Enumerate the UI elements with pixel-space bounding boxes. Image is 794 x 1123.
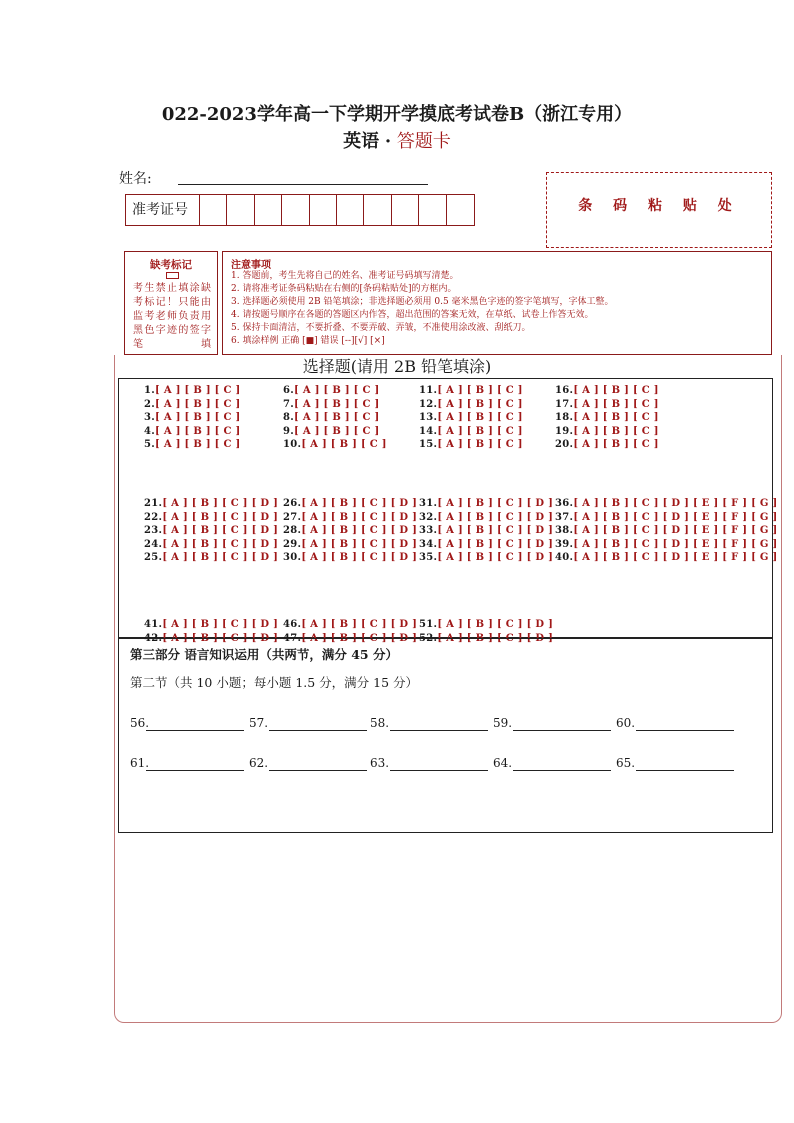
question-row[interactable] xyxy=(283,525,417,536)
question-number: 6. xyxy=(283,385,295,396)
note-item: 2. 请将准考证条码粘贴在右侧的[条码粘贴处]的方框内。 xyxy=(231,284,457,294)
blank-line[interactable] xyxy=(636,770,734,771)
question-row[interactable] xyxy=(144,385,241,396)
question-row[interactable] xyxy=(283,412,380,423)
card-type: 答题卡 xyxy=(396,131,451,152)
answer-options[interactable]: [ A ] [ B ] [ C ] [ D ] xyxy=(301,511,418,523)
answer-options[interactable]: [ A ] [ B ] [ C ] [ D ] xyxy=(301,619,418,630)
answer-options[interactable]: [ A ] [ B ] [ C ] xyxy=(437,439,523,451)
blank-answer[interactable] xyxy=(130,716,149,730)
answer-options[interactable]: [ A ] [ B ] [ C ] [ D ] xyxy=(437,538,554,550)
question-number: 17. xyxy=(555,398,574,410)
separator: · xyxy=(384,131,392,152)
answer-options[interactable]: [ A ] [ B ] [ C ] xyxy=(155,439,241,451)
question-number: 27. xyxy=(283,511,302,523)
answer-options[interactable]: [ A ] [ B ] [ C ] xyxy=(573,439,659,451)
question-row[interactable] xyxy=(283,439,387,450)
blank-line[interactable] xyxy=(269,770,367,771)
question-number: 2. xyxy=(144,398,156,410)
question-number: 3. xyxy=(144,412,156,424)
question-number: 24. xyxy=(144,538,163,550)
blank-number: 63. xyxy=(370,756,390,770)
question-number: 40. xyxy=(555,552,574,564)
question-row[interactable] xyxy=(144,412,241,423)
blank-number: 60. xyxy=(616,716,636,730)
question-row[interactable] xyxy=(419,619,553,630)
blank-line[interactable] xyxy=(513,730,611,731)
question-row[interactable] xyxy=(419,399,523,410)
question-row[interactable] xyxy=(419,412,523,423)
answer-options[interactable]: [ A ] [ B ] [ C ] [ D ] [ E ] [ F ] [ G ] xyxy=(573,511,778,523)
question-number: 31. xyxy=(419,498,438,509)
answer-options[interactable]: [ A ] [ B ] [ C ] [ D ] xyxy=(162,525,279,537)
question-number: 46. xyxy=(283,619,302,630)
question-number: 18. xyxy=(555,412,574,424)
answer-options[interactable]: [ A ] [ B ] [ C ] [ D ] xyxy=(162,498,279,509)
answer-options[interactable]: [ A ] [ B ] [ C ] xyxy=(437,385,523,396)
note-item: 6. 填涂样例 正确 [■] 错误 [--][√] [×] xyxy=(231,336,385,346)
question-number: 37. xyxy=(555,511,574,523)
question-number: 32. xyxy=(419,511,438,523)
answer-options[interactable]: [ A ] [ B ] [ C ] xyxy=(573,398,659,410)
missing-mark-box xyxy=(124,251,218,355)
subtitle xyxy=(0,127,794,153)
answer-options[interactable]: [ A ] [ B ] [ C ] [ D ] xyxy=(301,552,418,564)
question-row[interactable] xyxy=(555,539,778,550)
answer-options[interactable]: [ A ] [ B ] [ C ] [ D ] xyxy=(437,511,554,523)
question-number: 26. xyxy=(283,498,302,509)
name-field[interactable] xyxy=(178,184,428,185)
question-row[interactable] xyxy=(283,512,417,523)
exam-id-cell[interactable] xyxy=(337,195,364,225)
question-row[interactable] xyxy=(283,399,380,410)
question-row[interactable] xyxy=(419,385,523,396)
blank-number: 58. xyxy=(370,716,390,730)
answer-options[interactable]: [ A ] [ B ] [ C ] xyxy=(294,385,380,396)
question-number: 25. xyxy=(144,552,163,564)
blank-answer[interactable] xyxy=(130,756,149,770)
question-number: 23. xyxy=(144,525,163,537)
question-row[interactable] xyxy=(283,539,417,550)
notes-title: 注意事项 xyxy=(231,260,271,271)
question-number: 52. xyxy=(419,632,438,644)
exam-id-row xyxy=(125,194,475,226)
answer-options[interactable]: [ A ] [ B ] [ C ] [ D ] xyxy=(301,538,418,550)
blank-answer[interactable] xyxy=(370,756,389,770)
question-number: 15. xyxy=(419,439,438,451)
answer-options[interactable]: [ A ] [ B ] [ C ] xyxy=(155,425,241,437)
question-row[interactable] xyxy=(144,525,278,536)
question-row[interactable] xyxy=(419,439,523,450)
question-row[interactable] xyxy=(555,399,659,410)
answer-options[interactable]: [ A ] [ B ] [ C ] [ D ] xyxy=(301,632,418,644)
question-row[interactable] xyxy=(144,426,241,437)
question-number: 19. xyxy=(555,425,574,437)
question-number: 21. xyxy=(144,498,163,509)
notes-box xyxy=(222,251,772,355)
note-item: 4. 请按题号顺序在各题的答题区内作答，超出范围的答案无效，在草纸、试卷上作答无效。 xyxy=(231,310,594,320)
question-number: 29. xyxy=(283,538,302,550)
question-number: 47. xyxy=(283,632,302,644)
answer-options[interactable]: [ A ] [ B ] [ C ] xyxy=(294,412,380,424)
answer-options[interactable]: [ A ] [ B ] [ C ] xyxy=(437,398,523,410)
answer-options[interactable]: [ A ] [ B ] [ C ] [ D ] [ E ] [ F ] [ G ] xyxy=(573,498,778,509)
question-number: 41. xyxy=(144,619,163,630)
blank-number: 61. xyxy=(130,756,150,770)
answer-options[interactable]: [ A ] [ B ] [ C ] xyxy=(294,398,380,410)
blank-answer[interactable] xyxy=(370,716,389,730)
blank-number: 59. xyxy=(493,716,513,730)
blank-line[interactable] xyxy=(269,730,367,731)
question-number: 39. xyxy=(555,538,574,550)
question-row[interactable] xyxy=(419,426,523,437)
note-item: 1. 答题前，考生先将自己的姓名、准考证号码填写清楚。 xyxy=(231,271,459,281)
question-number: 22. xyxy=(144,511,163,523)
question-row[interactable] xyxy=(555,512,778,523)
answer-options[interactable]: [ A ] [ B ] [ C ] [ D ] xyxy=(437,632,554,644)
answer-options[interactable]: [ A ] [ B ] [ C ] xyxy=(437,412,523,424)
missing-mark-title: 缺考标记 xyxy=(150,259,192,271)
question-number: 51. xyxy=(419,619,438,630)
question-row[interactable] xyxy=(144,552,278,563)
exam-id-label: 准考证号 xyxy=(126,195,200,225)
part3-subheading: 第二节（共 10 小题；每小题 1.5 分，满分 15 分） xyxy=(130,675,419,690)
question-number: 1. xyxy=(144,385,156,396)
question-number: 13. xyxy=(419,412,438,424)
question-row[interactable] xyxy=(283,498,417,509)
blank-number: 57. xyxy=(249,716,269,730)
question-row[interactable] xyxy=(555,552,778,563)
question-number: 5. xyxy=(144,439,156,451)
answer-options[interactable]: [ A ] [ B ] [ C ] xyxy=(573,385,659,396)
question-number: 42. xyxy=(144,632,163,644)
question-number: 10. xyxy=(283,439,302,451)
question-number: 11. xyxy=(419,385,438,396)
subject: 英语 xyxy=(343,131,380,152)
answer-options[interactable]: [ A ] [ B ] [ C ] xyxy=(155,385,241,396)
question-number: 34. xyxy=(419,538,438,550)
barcode-area xyxy=(546,172,772,248)
answer-options[interactable]: [ A ] [ B ] [ C ] [ D ] xyxy=(162,619,279,630)
missing-mark-checkbox[interactable] xyxy=(166,272,179,279)
question-number: 7. xyxy=(283,398,295,410)
exam-id-cell[interactable] xyxy=(227,195,254,225)
blank-number: 65. xyxy=(616,756,636,770)
blank-line[interactable] xyxy=(390,730,488,731)
blank-number: 64. xyxy=(493,756,513,770)
exam-id-cell[interactable] xyxy=(255,195,282,225)
blank-answer[interactable] xyxy=(249,716,268,730)
answer-options[interactable]: [ A ] [ B ] [ C ] [ D ] xyxy=(437,619,554,630)
exam-id-cell[interactable] xyxy=(200,195,227,225)
answer-options[interactable]: [ A ] [ B ] [ C ] [ D ] [ E ] [ F ] [ G ] xyxy=(573,538,778,550)
question-row[interactable] xyxy=(419,552,553,563)
exam-id-cell[interactable] xyxy=(392,195,419,225)
blank-line[interactable] xyxy=(390,770,488,771)
answer-options[interactable]: [ A ] [ B ] [ C ] [ D ] xyxy=(162,552,279,564)
answer-options[interactable]: [ A ] [ B ] [ C ] [ D ] xyxy=(301,498,418,509)
choice-section-title: 选择题(请用 2B 铅笔填涂) xyxy=(302,357,492,376)
answer-options[interactable]: [ A ] [ B ] [ C ] [ D ] xyxy=(437,498,554,509)
answer-options[interactable]: [ A ] [ B ] [ C ] [ D ] xyxy=(437,552,554,564)
question-number: 33. xyxy=(419,525,438,537)
question-row[interactable] xyxy=(283,619,417,630)
question-row[interactable] xyxy=(555,525,778,536)
question-row[interactable] xyxy=(283,426,380,437)
question-row[interactable] xyxy=(555,439,659,450)
part3-heading: 第三部分 语言知识运用（共两节，满分 45 分） xyxy=(130,647,398,662)
question-number: 20. xyxy=(555,439,574,451)
blank-line[interactable] xyxy=(146,770,244,771)
question-row[interactable] xyxy=(555,412,659,423)
answer-options[interactable]: [ A ] [ B ] [ C ] xyxy=(155,412,241,424)
question-row[interactable] xyxy=(555,426,659,437)
answer-options[interactable]: [ A ] [ B ] [ C ] xyxy=(573,412,659,424)
answer-options[interactable]: [ A ] [ B ] [ C ] [ D ] [ E ] [ F ] [ G ] xyxy=(573,552,778,564)
exam-id-cell[interactable] xyxy=(282,195,309,225)
exam-id-cell[interactable] xyxy=(364,195,391,225)
question-row[interactable] xyxy=(144,439,241,450)
answer-options[interactable]: [ A ] [ B ] [ C ] xyxy=(155,398,241,410)
note-item: 3. 选择题必须使用 2B 铅笔填涂；非选择题必须用 0.5 毫米黑色字迹的签字笔填写，字体工整。 xyxy=(231,297,614,307)
question-number: 16. xyxy=(555,385,574,396)
question-number: 12. xyxy=(419,398,438,410)
question-row[interactable] xyxy=(144,539,278,550)
question-number: 9. xyxy=(283,425,295,437)
answer-options[interactable]: [ A ] [ B ] [ C ] xyxy=(437,425,523,437)
exam-id-cell[interactable] xyxy=(310,195,337,225)
name-label: 姓名: xyxy=(119,171,152,187)
question-row[interactable] xyxy=(144,512,278,523)
exam-id-cell[interactable] xyxy=(419,195,446,225)
question-row[interactable] xyxy=(283,385,380,396)
question-row[interactable] xyxy=(555,385,659,396)
question-number: 30. xyxy=(283,552,302,564)
exam-id-cell[interactable] xyxy=(447,195,474,225)
blank-number: 62. xyxy=(249,756,269,770)
blank-number: 56. xyxy=(130,716,150,730)
question-row[interactable] xyxy=(144,619,278,630)
question-row[interactable] xyxy=(419,512,553,523)
answer-options[interactable]: [ A ] [ B ] [ C ] [ D ] xyxy=(162,538,279,550)
part3-section xyxy=(118,638,773,833)
barcode-label: 条 码 粘 贴 处 xyxy=(578,198,740,214)
answer-options[interactable]: [ A ] [ B ] [ C ] [ D ] xyxy=(437,525,554,537)
question-row[interactable] xyxy=(419,525,553,536)
blank-answer[interactable] xyxy=(616,716,635,730)
blank-line[interactable] xyxy=(146,730,244,731)
question-row[interactable] xyxy=(283,552,417,563)
blank-line[interactable] xyxy=(513,770,611,771)
choice-section xyxy=(118,378,778,644)
question-number: 4. xyxy=(144,425,156,437)
blank-answer[interactable] xyxy=(493,716,512,730)
question-number: 35. xyxy=(419,552,438,564)
answer-options[interactable]: [ A ] [ B ] [ C ] [ D ] xyxy=(301,525,418,537)
answer-options[interactable]: [ A ] [ B ] [ C ] [ D ] xyxy=(162,511,279,523)
answer-options[interactable]: [ A ] [ B ] [ C ] xyxy=(573,425,659,437)
answer-options[interactable]: [ A ] [ B ] [ C ] xyxy=(294,425,380,437)
notes-list xyxy=(231,270,614,348)
note-item: 5. 保持卡面清洁，不要折叠、不要弄破、弄皱，不准使用涂改液、刮纸刀。 xyxy=(231,323,531,333)
question-number: 38. xyxy=(555,525,574,537)
question-number: 14. xyxy=(419,425,438,437)
blank-answer[interactable] xyxy=(493,756,512,770)
question-number: 8. xyxy=(283,412,295,424)
answer-options[interactable]: [ A ] [ B ] [ C ] [ D ] [ E ] [ F ] [ G ] xyxy=(573,525,778,537)
page-title: 022-2023学年高一下学期开学摸底考试卷B（浙江专用） xyxy=(161,104,633,125)
answer-options[interactable]: [ A ] [ B ] [ C ] xyxy=(301,439,387,451)
blank-line[interactable] xyxy=(636,730,734,731)
question-row[interactable] xyxy=(419,498,553,509)
missing-mark-text: 考生禁止填涂缺考标记！只能由监考老师负责用黑色字迹的签字笔填 xyxy=(133,283,211,350)
question-row[interactable] xyxy=(555,498,778,509)
question-row[interactable] xyxy=(144,498,278,509)
blank-answer[interactable] xyxy=(249,756,268,770)
question-number: 36. xyxy=(555,498,574,509)
question-number: 28. xyxy=(283,525,302,537)
blank-answer[interactable] xyxy=(616,756,635,770)
answer-options[interactable]: [ A ] [ B ] [ C ] [ D ] xyxy=(162,632,279,644)
question-row[interactable] xyxy=(144,399,241,410)
question-row[interactable] xyxy=(419,539,553,550)
